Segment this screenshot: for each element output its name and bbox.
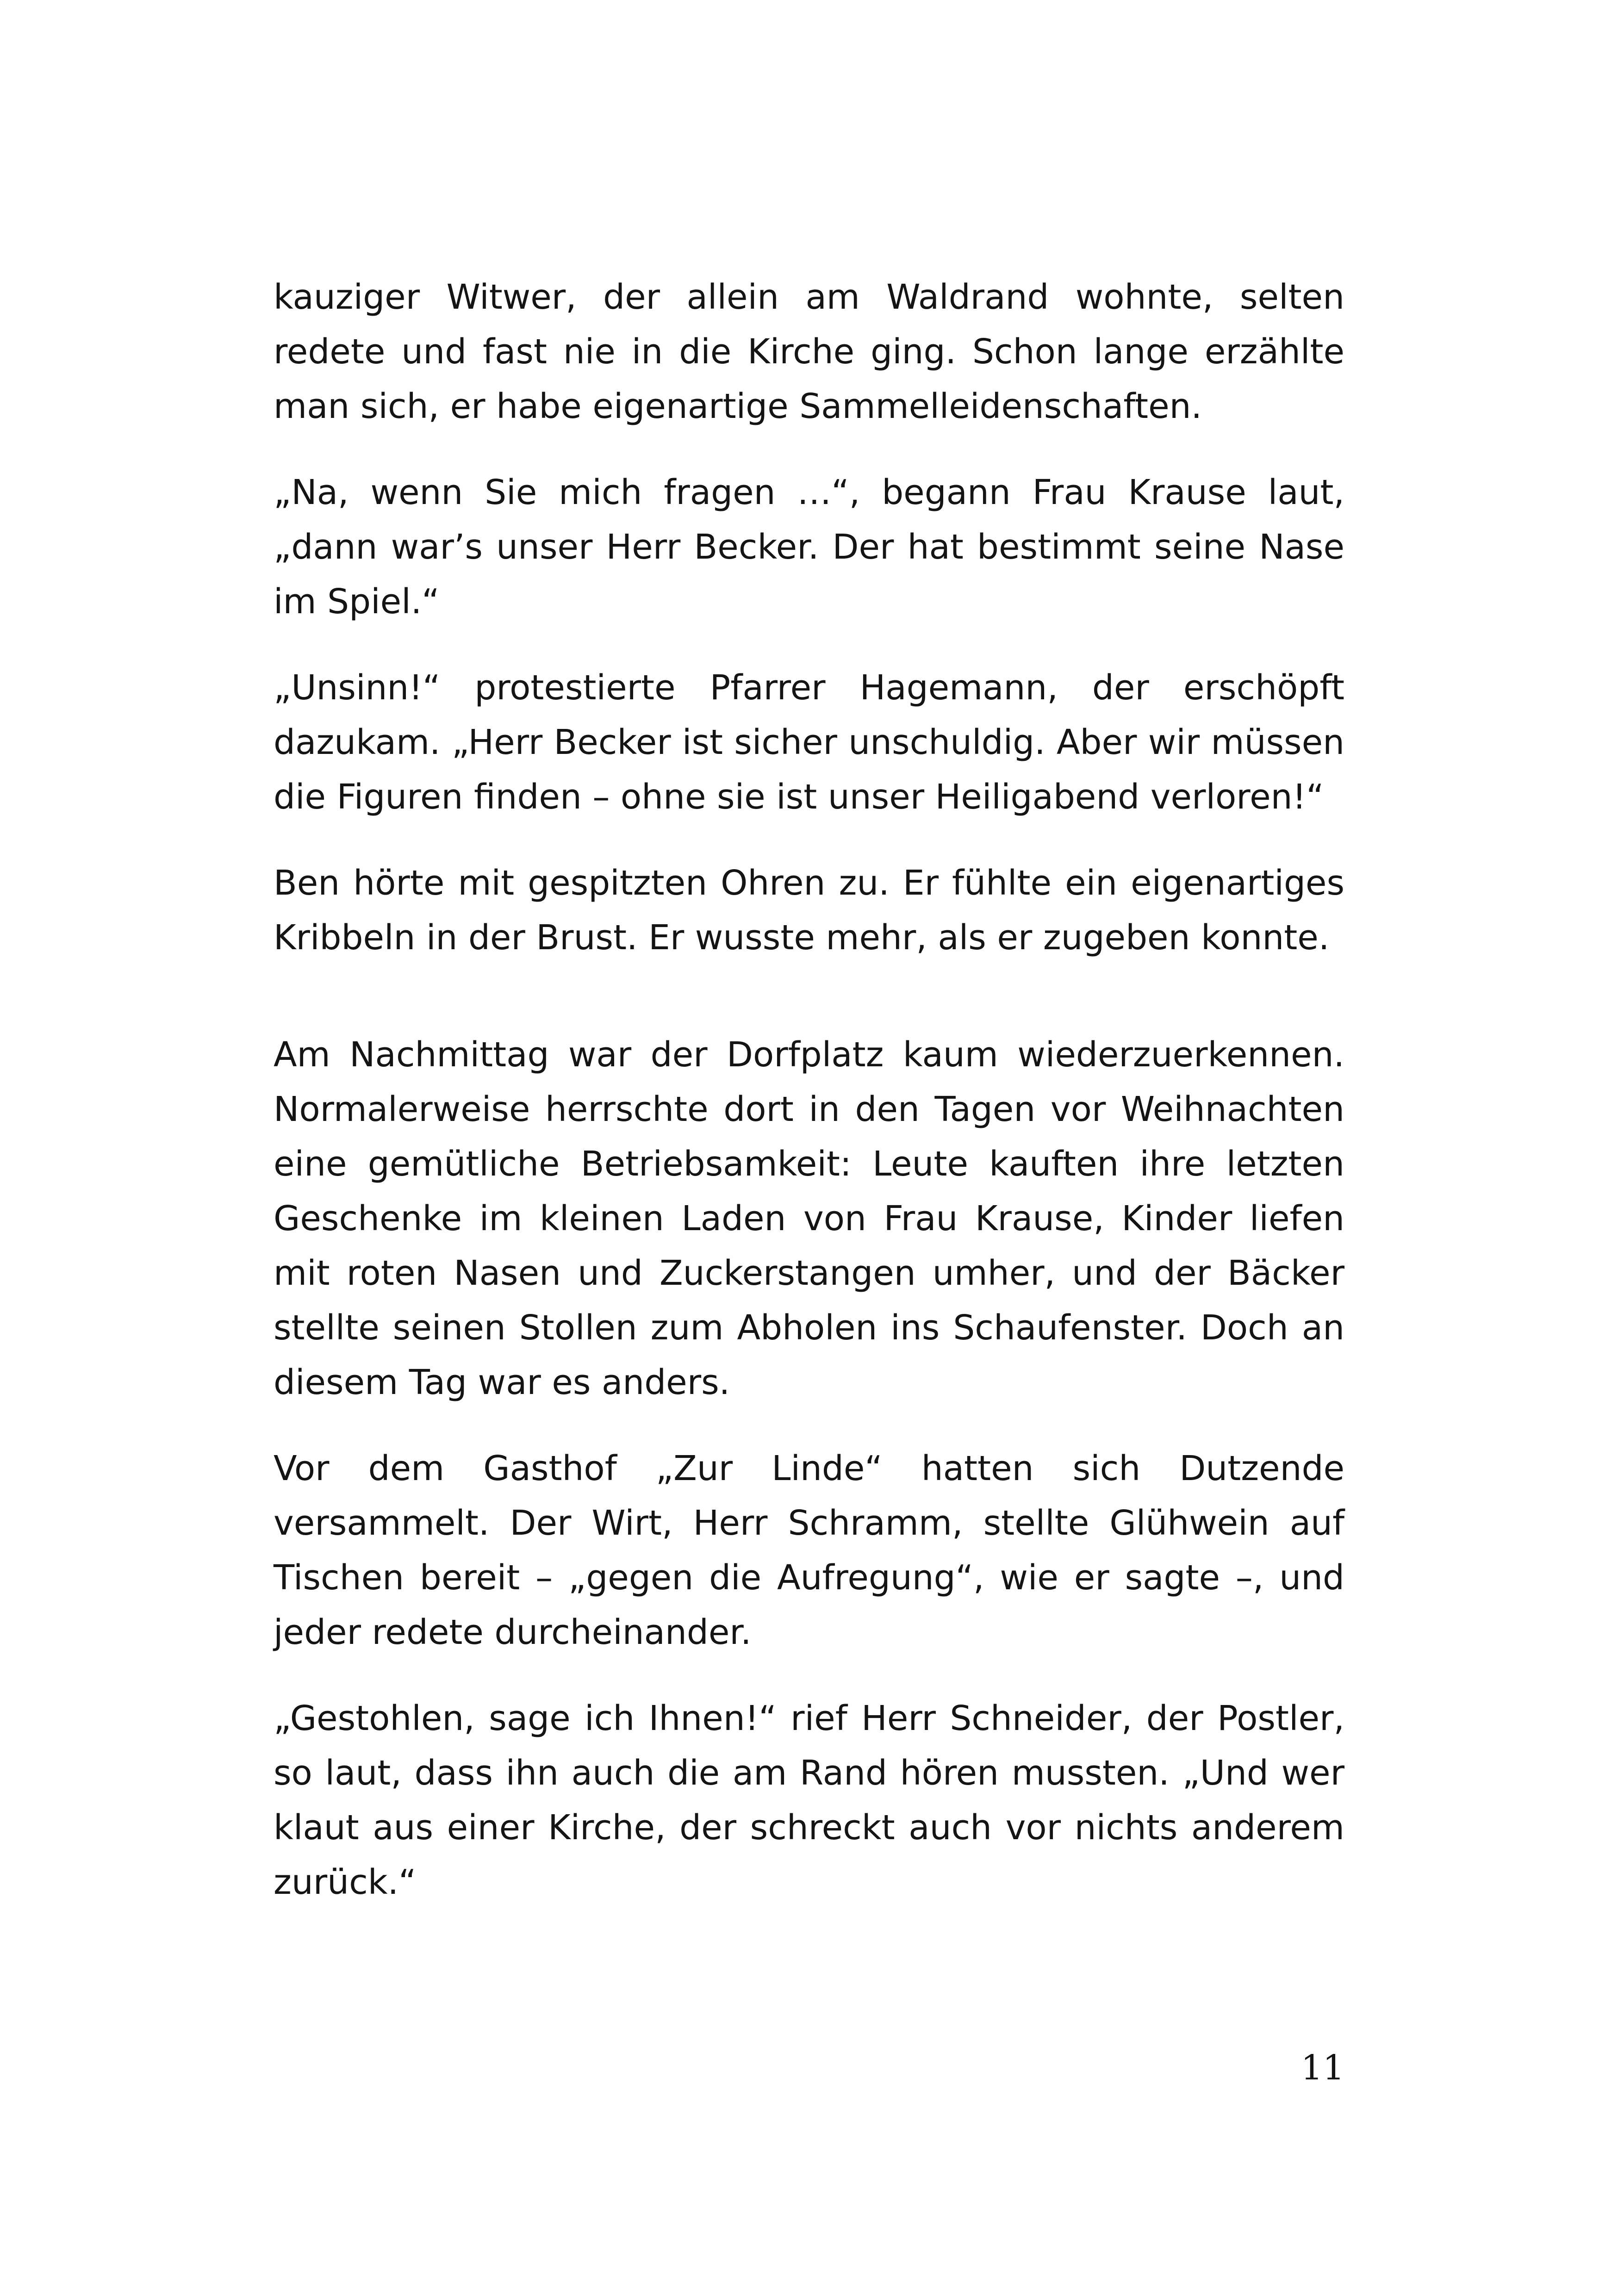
paragraph: „Na, wenn Sie mich fragen …“, begann Frau Krause laut, „dann war’s unser Herr Becker. Der hat bestimmt seine Nase im Spiel.“ xyxy=(274,473,1344,622)
text-section-2 xyxy=(274,1027,1344,1941)
text-section-1 xyxy=(274,270,1344,996)
paragraph: kauziger Witwer, der allein am Waldrand wohnte, selten redete und fast nie in die Kirche ging. Schon lange erzählte man sich, er habe eigenartige Sammelleidenschaften. xyxy=(274,277,1344,426)
paragraph: Vor dem Gasthof „Zur Linde“ hatten sich Dutzende versammelt. Der Wirt, Herr Schramm, stellte Glühwein auf Tischen bereit – „gegen die Aufregung“, wie er sagte –, und jeder redete durcheinander. xyxy=(274,1449,1344,1652)
paragraph: Am Nachmittag war der Dorfplatz kaum wiederzuerkennen. Normalerweise herrschte dort in den Tagen vor Weihnachten eine gemütliche Betriebsamkeit: Leute kauften ihre letzten Geschenke im kleinen Laden von Frau Krause, Kinder liefen mit roten Nasen und Zuckerstangen umher, und der Bäcker stellte seinen Stollen zum Abholen ins Schaufenster. Doch an diesem Tag war es anders. xyxy=(274,1035,1344,1402)
paragraph: „Gestohlen, sage ich Ihnen!“ rief Herr Schneider, der Postler, so laut, dass ihn auch die am Rand hören mussten. „Und wer klaut aus einer Kirche, der schreckt auch vor nichts anderem zurück.“ xyxy=(274,1699,1344,1902)
paragraph: „Unsinn!“ protestierte Pfarrer Hagemann, der erschöpft dazukam. „Herr Becker ist sicher unschuldig. Aber wir müssen die Figuren finden – ohne sie ist unser Heiligabend verloren!“ xyxy=(274,668,1344,817)
page-number: 11 xyxy=(1301,2048,1344,2088)
paragraph: Ben hörte mit gespitzten Ohren zu. Er fühlte ein eigenartiges Kribbeln in der Brust. Er wusste mehr, als er zugeben konnte. xyxy=(274,863,1344,958)
